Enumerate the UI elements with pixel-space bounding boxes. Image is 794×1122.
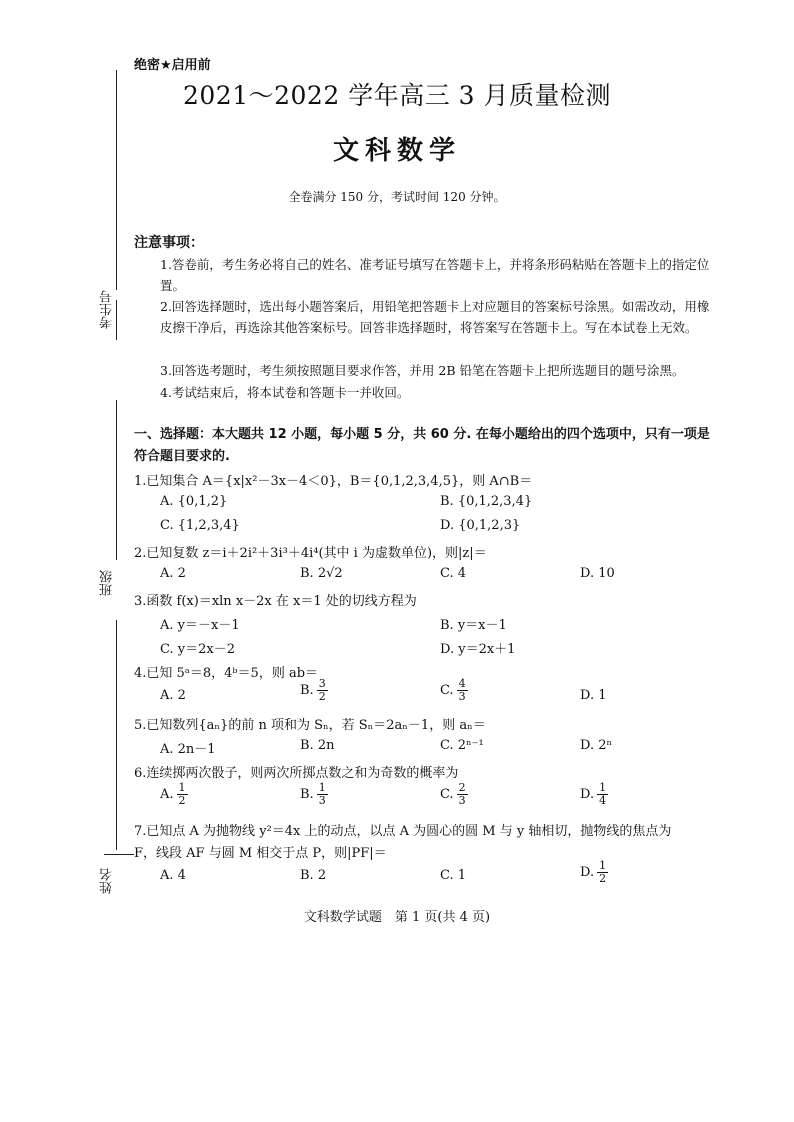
q4-option-d: D. 1: [580, 688, 607, 703]
class-label: 班级: [100, 570, 115, 596]
question-5-stem: 5.已知数列{aₙ}的前 n 项和为 Sₙ，若 Sₙ＝2aₙ－1，则 aₙ＝: [134, 718, 486, 733]
notice-item-3: 3.回答选考题时，考生须按照题目要求作答，并用 2B 铅笔在答题卡上把所选题目的题号涂黑。: [160, 363, 685, 378]
subject-title: 文科数学: [332, 136, 461, 166]
confidential-mark: 绝密★启用前: [134, 58, 211, 73]
q3-option-d: D. y＝2x＋1: [440, 642, 516, 657]
q4-c-numerator: 4: [458, 677, 466, 690]
q4-option-b: [300, 678, 328, 703]
q6-c-denominator: 3: [458, 794, 466, 807]
q6-b-numerator: 1: [318, 781, 326, 794]
q1-option-c: C. {1,2,3,4}: [160, 518, 240, 533]
q2-option-c: C. 4: [440, 566, 467, 581]
q4-option-c: [440, 678, 468, 703]
q3-option-a: A. y＝－x－1: [160, 618, 240, 633]
q4-b-denominator: 2: [318, 690, 326, 703]
question-6-stem: 6.连续掷两次骰子，则两次所掷点数之和为奇数的概率为: [134, 766, 459, 781]
q7-option-b: B. 2: [300, 868, 327, 883]
question-7-stem-line2: F，线段 AF 与圆 M 相交于点 P，则|PF|＝: [134, 846, 387, 861]
question-4-stem: 4.已知 5ᵃ＝8，4ᵇ＝5，则 ab＝: [134, 666, 319, 681]
q5-option-a: A. 2n－1: [160, 742, 216, 757]
q6-option-d-label: D.: [580, 787, 595, 802]
q6-option-c: [440, 782, 468, 807]
q7-option-d-label: D.: [580, 865, 595, 880]
q7-option-c: C. 1: [440, 868, 467, 883]
q6-b-denominator: 3: [318, 794, 326, 807]
question-3-stem: 3.函数 f(x)＝xln x－2x 在 x＝1 处的切线方程为: [134, 594, 417, 609]
q6-option-a-label: A.: [160, 787, 174, 802]
question-7-stem-line1: 7.已知点 A 为抛物线 y²＝4x 上的动点，以点 A 为圆心的圆 M 与 y 轴相切，抛物线的焦点为: [134, 824, 672, 839]
q6-option-d: [580, 782, 608, 807]
q5-option-d: D. 2ⁿ: [580, 738, 613, 753]
name-label: 姓名: [100, 868, 115, 894]
page-footer: 文科数学试题 第 1 页(共 4 页): [303, 910, 491, 925]
q2-option-d: D. 10: [580, 566, 615, 581]
notice-item-2: 2.回答选择题时，选出每小题答案后，用铅笔把答题卡上对应题目的答案标号涂黑。如需改动，用橡皮擦干净后，再选涂其他答案标号。回答非选择题时，将答案写在答题卡上。写在本试卷上无效。: [160, 299, 710, 335]
q4-b-numerator: 3: [318, 677, 326, 690]
q6-option-d-fraction: [597, 782, 608, 807]
q6-option-b-label: B.: [300, 787, 314, 802]
exam-title: 2021～2022 学年高三 3 月质量检测: [183, 81, 611, 110]
q3-option-b: B. y＝x－1: [440, 618, 507, 633]
q6-d-numerator: 1: [599, 781, 607, 794]
q7-option-a: A. 4: [160, 868, 186, 883]
q7-option-d-fraction: [597, 860, 608, 885]
margin-line-low: [116, 620, 117, 850]
exam-number-blank: [116, 300, 117, 340]
notice-title: 注意事项：: [134, 235, 204, 251]
section-title: 一、选择题：本大题共 12 小题，每小题 5 分，共 60 分. 在每小题给出的四个选项中，只有一项是符合题目要求的.: [134, 427, 710, 464]
q1-option-a: A. {0,1,2}: [160, 494, 228, 509]
q6-option-b: [300, 782, 328, 807]
q7-option-d: [580, 860, 608, 885]
margin-line-mid: [116, 400, 117, 560]
q6-option-a: [160, 782, 188, 807]
q2-option-b: B. 2√2: [300, 566, 343, 581]
question-2-stem: 2.已知复数 z＝i＋2i²＋3i³＋4i⁴(其中 i 为虚数单位)，则|z|＝: [134, 546, 487, 561]
q5-option-b: B. 2n: [300, 738, 335, 753]
q1-option-d: D. {0,1,2,3}: [440, 518, 521, 533]
q7-d-numerator: 1: [599, 859, 607, 872]
q6-c-numerator: 2: [458, 781, 466, 794]
q6-option-c-label: C.: [440, 787, 454, 802]
q1-option-b: B. {0,1,2,3,4}: [440, 494, 533, 509]
q4-option-c-label: C.: [440, 683, 454, 698]
q4-option-b-fraction: [317, 678, 328, 703]
q4-option-c-fraction: [457, 678, 468, 703]
q4-c-denominator: 3: [458, 690, 466, 703]
notice-item-4: 4.考试结束后，将本试卷和答题卡一并收回。: [160, 385, 410, 400]
q6-d-denominator: 4: [599, 794, 607, 807]
q6-a-numerator: 1: [178, 781, 186, 794]
q6-option-b-fraction: [317, 782, 328, 807]
q6-option-a-fraction: [177, 782, 188, 807]
name-blank: [104, 854, 134, 855]
q6-a-denominator: 2: [178, 794, 186, 807]
q4-option-a: A. 2: [160, 688, 186, 703]
notice-item-1: 1.答卷前，考生务必将自己的姓名、准考证号填写在答题卡上，并将条形码粘贴在答题卡上的指定位置。: [160, 257, 710, 293]
question-1-stem: 1.已知集合 A＝{x|x²－3x－4＜0}，B＝{0,1,2,3,4,5}，则 A∩B＝: [134, 474, 533, 489]
q5-option-c: C. 2ⁿ⁻¹: [440, 738, 484, 753]
q6-option-c-fraction: [457, 782, 468, 807]
q7-d-denominator: 2: [599, 872, 607, 885]
exam-info: 全卷满分 150 分，考试时间 120 分钟。: [288, 190, 506, 204]
q3-option-c: C. y＝2x－2: [160, 642, 235, 657]
exam-number-label: 考生号: [100, 290, 115, 329]
q2-option-a: A. 2: [160, 566, 186, 581]
q4-option-b-label: B.: [300, 683, 314, 698]
